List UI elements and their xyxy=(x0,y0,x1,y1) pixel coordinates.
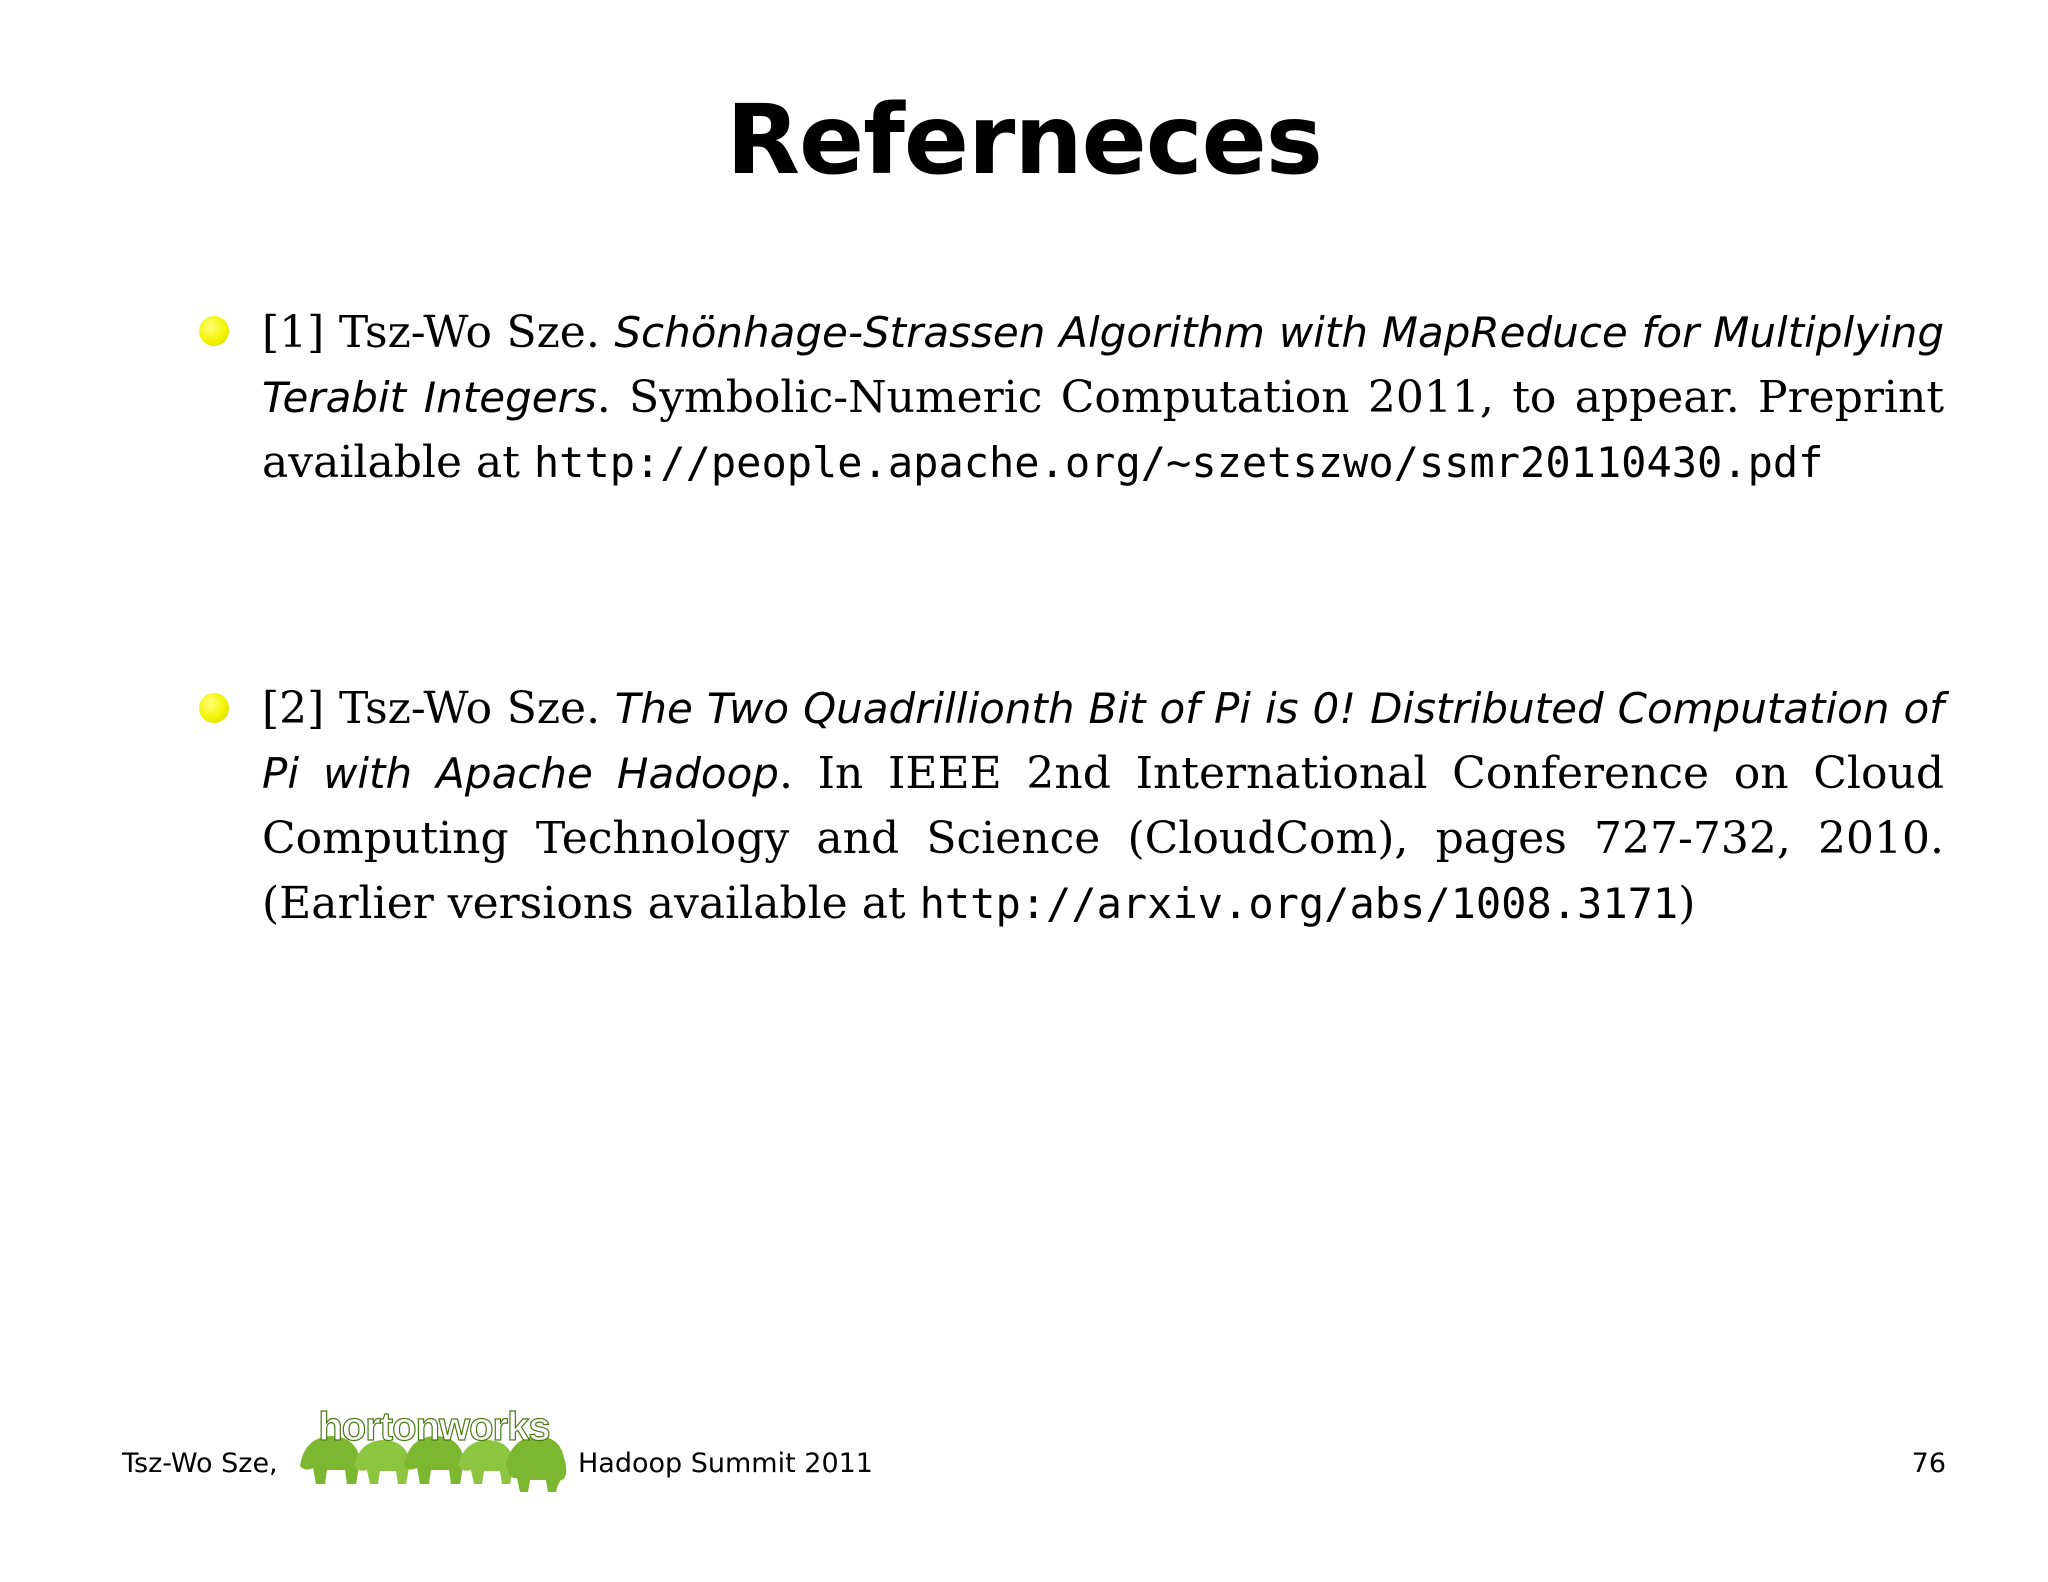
reference-item-1 xyxy=(262,300,1944,495)
slide-title: Referneces xyxy=(726,84,1322,196)
hortonworks-logo xyxy=(292,1394,572,1494)
reference-details: . Symbolic-Numeric Computation 2011, to appear. Preprint available at xyxy=(262,372,1944,488)
reference-title: The Two Quadrillionth Bit of Pi is 0! Distributed Computation of Pi with Apache Hadoop xyxy=(262,684,1944,798)
page-number: 76 xyxy=(1911,1448,1946,1479)
reference-tail: ) xyxy=(1678,878,1696,929)
reference-number: [1] xyxy=(262,307,325,358)
logo-text: hortonworks xyxy=(318,1405,550,1449)
reference-url[interactable]: http://arxiv.org/abs/1008.3171 xyxy=(919,879,1679,928)
bullet-icon xyxy=(199,316,229,346)
reference-details: . In IEEE 2nd International Conference on Cloud Computing Technology and Science (CloudCom), pages 727-732, 2010. (Earlier versions available at xyxy=(262,748,1944,929)
reference-number: [2] xyxy=(262,683,325,734)
reference-url[interactable]: http://people.apache.org/~szetszwo/ssmr20110430.pdf xyxy=(533,438,1824,487)
reference-item-2 xyxy=(262,676,1944,936)
footer-event: Hadoop Summit 2011 xyxy=(578,1448,873,1479)
reference-author: Tsz-Wo Sze. xyxy=(338,683,601,734)
footer-author: Tsz-Wo Sze, xyxy=(122,1448,278,1479)
reference-author: Tsz-Wo Sze. xyxy=(338,307,600,358)
bullet-icon xyxy=(199,693,229,723)
reference-title: Schönhage-Strassen Algorithm with MapReduce for Multiplying Terabit Integers xyxy=(262,308,1944,422)
